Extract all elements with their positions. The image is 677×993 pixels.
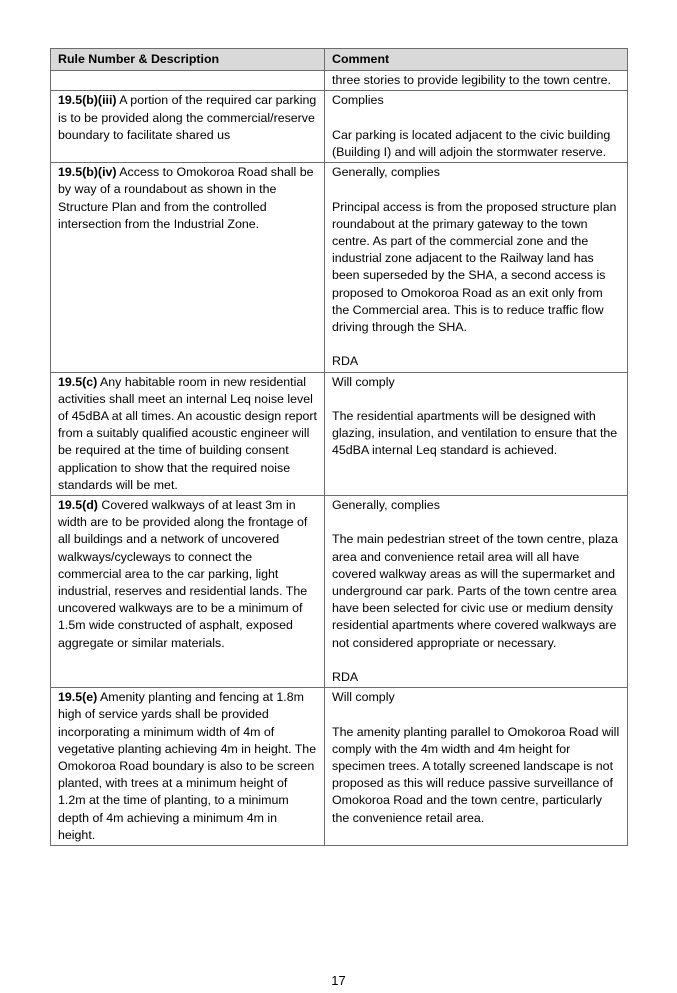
activity-status: RDA xyxy=(332,354,359,369)
table-row xyxy=(51,71,628,91)
comment-text: Principal access is from the proposed structure plan roundabout at the primary gateway to the town centre. As part of the commercial zone and the industrial zone adjacent to the Railway land has been superseded by the SHA, a second access is proposed to Omokoroa Road as an exit only from the Commercial area. This is to reduce traffic flow driving through the SHA. xyxy=(332,199,617,335)
rule-id: 19.5(c) xyxy=(58,374,98,389)
rule-text: Any habitable room in new residential activities shall meet an internal Leq noise level of 45dBA at all times. An acoustic design report from a suitably qualified acoustic engineer will be required at the time of building consent application to show that the required noise standards will be met. xyxy=(58,374,317,492)
status-text: Generally, complies xyxy=(332,498,440,513)
comment-cell xyxy=(325,496,628,688)
status-text: Will comply xyxy=(332,690,395,705)
rule-cell xyxy=(51,372,325,495)
comment-text: Car parking is located adjacent to the civic building (Building I) and will adjoin the stormwater reserve. xyxy=(332,127,611,159)
table-row xyxy=(51,688,628,846)
table-row xyxy=(51,91,628,163)
comment-cell xyxy=(325,71,628,91)
table-row xyxy=(51,496,628,688)
rule-cell xyxy=(51,163,325,372)
comment-cell xyxy=(325,91,628,163)
comment-text: three stories to provide legibility to the town centre. xyxy=(332,73,611,88)
table-row xyxy=(51,372,628,495)
table-header-row xyxy=(51,49,628,71)
comment-text: The amenity planting parallel to Omokoroa Road will comply with the 4m width and 4m height for specimen trees. A totally screened landscape is not proposed as this will reduce passive surveillance of Omokoroa Road and the town centre, particularly the convenience retail area. xyxy=(332,724,620,825)
header-rule: Rule Number & Description xyxy=(51,49,325,71)
rule-id: 19.5(e) xyxy=(58,690,98,705)
activity-status: RDA xyxy=(332,670,359,685)
rule-cell xyxy=(51,496,325,688)
rule-text: Amenity planting and fencing at 1.8m high of service yards shall be provided incorporating a minimum width of 4m of vegetative planting achieving 4m in height. The Omokoroa Road boundary is also to be screen planted, with trees at a minimum height of 1.2m at the time of planting, to a minimum depth of 4m achieving a minimum 4m in height. xyxy=(58,690,317,842)
rule-cell xyxy=(51,71,325,91)
page-number: 17 xyxy=(331,973,346,988)
rule-cell xyxy=(51,688,325,846)
comment-text: The main pedestrian street of the town centre, plaza area and convenience retail area will all have covered walkway areas as will the supermarket and underground car park. Parts of the town centre area have been selected for civic use or medium density residential apartments where covered walkways are not considered appropriate or necessary. xyxy=(332,532,618,650)
status-text: Will comply xyxy=(332,374,395,389)
rule-id: 19.5(b)(iv) xyxy=(58,165,117,180)
rule-text: Covered walkways of at least 3m in width are to be provided along the frontage of all buildings and a network of uncovered walkways/cycleways to connect the commercial area to the car parking, light industrial, reserves and residential lands. The uncovered walkways are to be a minimum of 1.5m wide constructed of asphalt, exposed aggregate or similar materials. xyxy=(58,498,308,650)
rule-id: 19.5(b)(iii) xyxy=(58,93,117,108)
comment-cell xyxy=(325,372,628,495)
rule-cell xyxy=(51,91,325,163)
table-row xyxy=(51,163,628,372)
comment-cell xyxy=(325,688,628,846)
status-text: Complies xyxy=(332,93,384,108)
rules-table xyxy=(50,48,628,846)
status-text: Generally, complies xyxy=(332,165,440,180)
rule-text: Access to Omokoroa Road shall be by way of a roundabout as shown in the Structure Plan and from the controlled intersection from the Industrial Zone. xyxy=(58,165,314,231)
comment-cell xyxy=(325,163,628,372)
rule-text: A portion of the required car parking is to be provided along the commercial/reserve boundary to facilitate shared us xyxy=(58,93,317,142)
header-comment: Comment xyxy=(325,49,628,71)
rule-id: 19.5(d) xyxy=(58,498,98,513)
comment-text: The residential apartments will be designed with glazing, insulation, and ventilation to ensure that the 45dBA internal Leq standard is achieved. xyxy=(332,409,618,458)
